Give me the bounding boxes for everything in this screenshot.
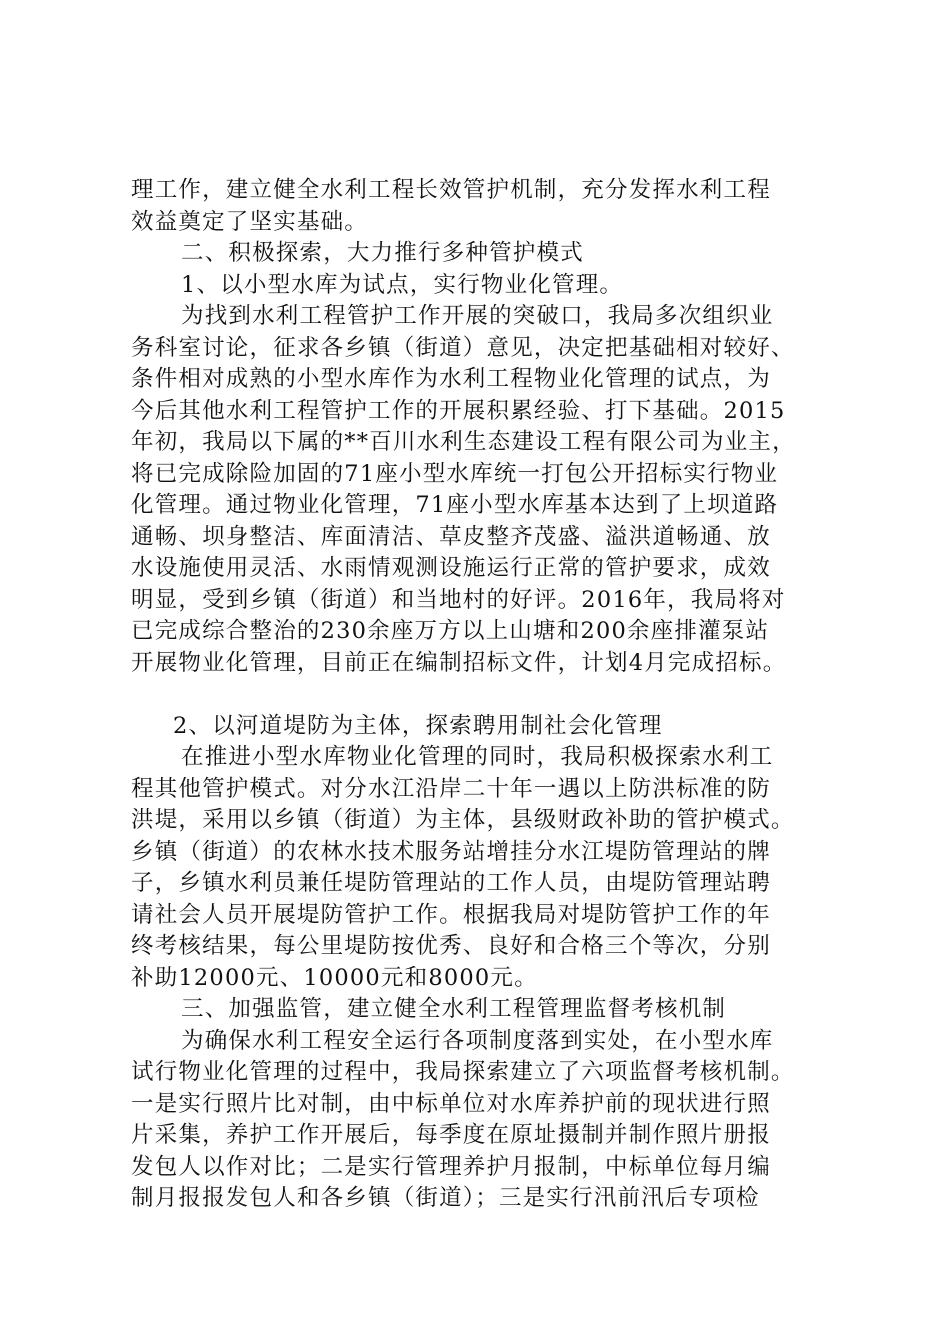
paragraph-line: 开展物业化管理，目前正在编制招标文件，计划4月完成招标。 [131, 649, 787, 676]
paragraph-line: 发包人以作对比；二是实行管理养护月报制，中标单位每月编 [131, 1153, 771, 1180]
paragraph-line: 子，乡镇水利员兼任堤防管理站的工作人员，由堤防管理站聘 [131, 870, 771, 896]
subsection-heading: 1、以小型水库为试点，实行物业化管理。 [181, 271, 624, 298]
paragraph-line: 制月报报发包人和各乡镇（街道）；三是实行汛前汛后专项检 [131, 1185, 760, 1211]
document-page [131, 175, 851, 1215]
paragraph-line: 为确保水利工程安全运行各项制度落到实处，在小型水库 [181, 1027, 774, 1054]
section-heading: 三、加强监管，建立健全水利工程管理监督考核机制 [181, 996, 727, 1022]
paragraph-line: 为找到水利工程管护工作开展的突破口，我局多次组织业 [181, 303, 774, 329]
paragraph-line: 乡镇（街道）的农林水技术服务站增挂分水江堤防管理站的牌 [131, 838, 771, 865]
subsection-heading: 2、以河道堤防为主体，探索聘用制社会化管理 [173, 712, 663, 739]
paragraph-line: 在推进小型水库物业化管理的同时，我局积极探索水利工 [181, 744, 774, 770]
paragraph-line: 年初，我局以下属的**百川水利生态建设工程有限公司为业主， [131, 429, 796, 455]
paragraph-line: 已完成综合整治的230余座万方以上山塘和200余座排灌泵站 [131, 618, 770, 644]
paragraph-line: 将已完成除险加固的71座小型水库统一打包公开招标实行物业 [131, 460, 779, 487]
paragraph-line: 试行物业化管理的过程中，我局探索建立了六项监督考核机制。 [131, 1059, 795, 1085]
paragraph-line: 化管理。通过物业化管理，71座小型水库基本达到了上坝道路 [131, 492, 779, 518]
paragraph-line: 条件相对成熟的小型水库作为水利工程物业化管理的试点，为 [131, 366, 771, 392]
paragraph-line: 片采集，养护工作开展后，每季度在原址摄制并制作照片册报 [131, 1122, 771, 1148]
body-line: 理工作，建立健全水利工程长效管护机制，充分发挥水利工程 [131, 177, 771, 203]
paragraph-gap [131, 679, 851, 711]
body-line: 效益奠定了坚实基础。 [131, 208, 369, 235]
paragraph-line: 务科室讨论，征求各乡镇（街道）意见，决定把基础相对较好、 [131, 334, 795, 361]
paragraph-line: 通畅、坝身整洁、库面清洁、草皮整齐茂盛、溢洪道畅通、放 [131, 523, 771, 550]
paragraph-line: 一是实行照片比对制，由中标单位对水库养护前的现状进行照 [131, 1090, 771, 1117]
paragraph-line: 今后其他水利工程管护工作的开展积累经验、打下基础。2015 [131, 397, 786, 424]
paragraph-line: 请社会人员开展堤防管护工作。根据我局对堤防管护工作的年 [131, 901, 771, 928]
paragraph-line: 洪堤，采用以乡镇（街道）为主体，县级财政补助的管护模式。 [131, 807, 795, 833]
paragraph-line: 程其他管护模式。对分水江沿岸二十年一遇以上防洪标准的防 [131, 775, 771, 802]
paragraph-line: 终考核结果，每公里堤防按优秀、良好和合格三个等次，分别 [131, 933, 771, 959]
paragraph-line: 明显，受到乡镇（街道）和当地村的好评。2016年，我局将对 [131, 586, 786, 613]
section-heading: 二、积极探索，大力推行多种管护模式 [181, 240, 584, 266]
paragraph-line: 补助12000元、10000元和8000元。 [131, 964, 538, 991]
paragraph-line: 水设施使用灵活、水雨情观测设施运行正常的管护要求，成效 [131, 555, 771, 581]
